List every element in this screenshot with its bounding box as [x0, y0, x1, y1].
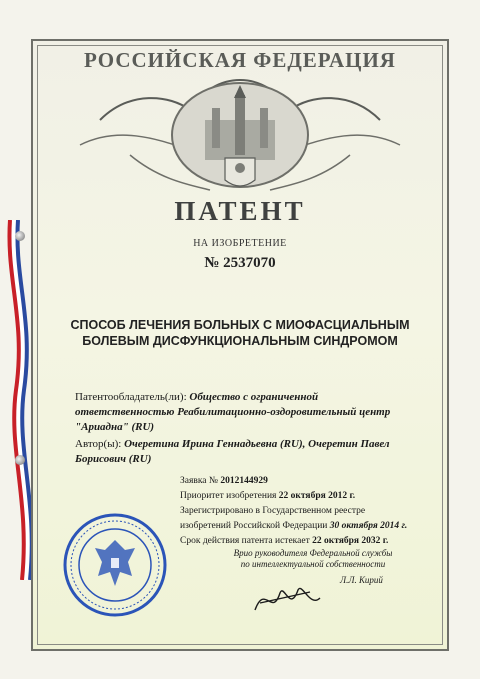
holder-value: Общество с ограниченной ответственностью Реабилитационно-оздоровительный центр "Ариадна" (RU) [75, 391, 391, 433]
grommet-icon [15, 455, 25, 465]
official-seal [60, 510, 170, 620]
invention-title [40, 317, 440, 349]
authors [75, 437, 420, 467]
invention-title-line: БОЛЕВЫМ ДИСФУНКЦИОНАЛЬНЫМ СИНДРОМОМ [82, 334, 398, 348]
coat-of-arms-emblem [225, 158, 255, 186]
priority-row [180, 490, 440, 502]
signatory-name: Л.Л. Кирий [340, 575, 383, 585]
priority-date: 22 октября 2012 г. [278, 491, 356, 501]
priority-label: Приоритет изобретения [180, 491, 277, 501]
registration-details [180, 475, 440, 550]
expiry-label: Срок действия патента истекает [180, 536, 310, 546]
authors-value: Очеретина Ирина Геннадьевна (RU), Очеретин Павел Борисович (RU) [75, 438, 390, 465]
expiry-date: 22 октября 2032 г. [312, 536, 389, 546]
eagle-emblem [95, 540, 135, 586]
registered-label: изобретений Российской Федерации [180, 521, 328, 531]
registered-date: 30 октября 2014 г. [329, 521, 408, 531]
patent-number: № 2537070 [204, 255, 276, 271]
application-label: Заявка № [180, 476, 218, 486]
invention-title-line: СПОСОБ ЛЕЧЕНИЯ БОЛЬНЫХ С МИОФАСЦИАЛЬНЫМ [70, 318, 410, 332]
application-number: 2012144929 [220, 476, 268, 486]
holder-label: Патентообладатель(ли): [75, 391, 187, 403]
country-title: РОССИЙСКАЯ ФЕДЕРАЦИЯ [84, 48, 396, 72]
expiry-row [180, 535, 440, 547]
document-subtitle: НА ИЗОБРЕТЕНИЕ [193, 238, 287, 249]
registered-row [180, 505, 440, 532]
document-type: ПАТЕНТ [174, 196, 306, 226]
signatory-title [233, 548, 393, 570]
signatory-title-line: по интеллектуальной собственности [240, 559, 386, 569]
handwritten-signature [250, 578, 330, 620]
application-row [180, 475, 440, 487]
authors-label: Автор(ы): [75, 438, 122, 450]
registered-label: Зарегистрировано в Государственном реестре [180, 506, 366, 516]
patent-holder [75, 390, 420, 435]
signatory-title-line: Врио руководителя Федеральной службы [233, 548, 393, 558]
